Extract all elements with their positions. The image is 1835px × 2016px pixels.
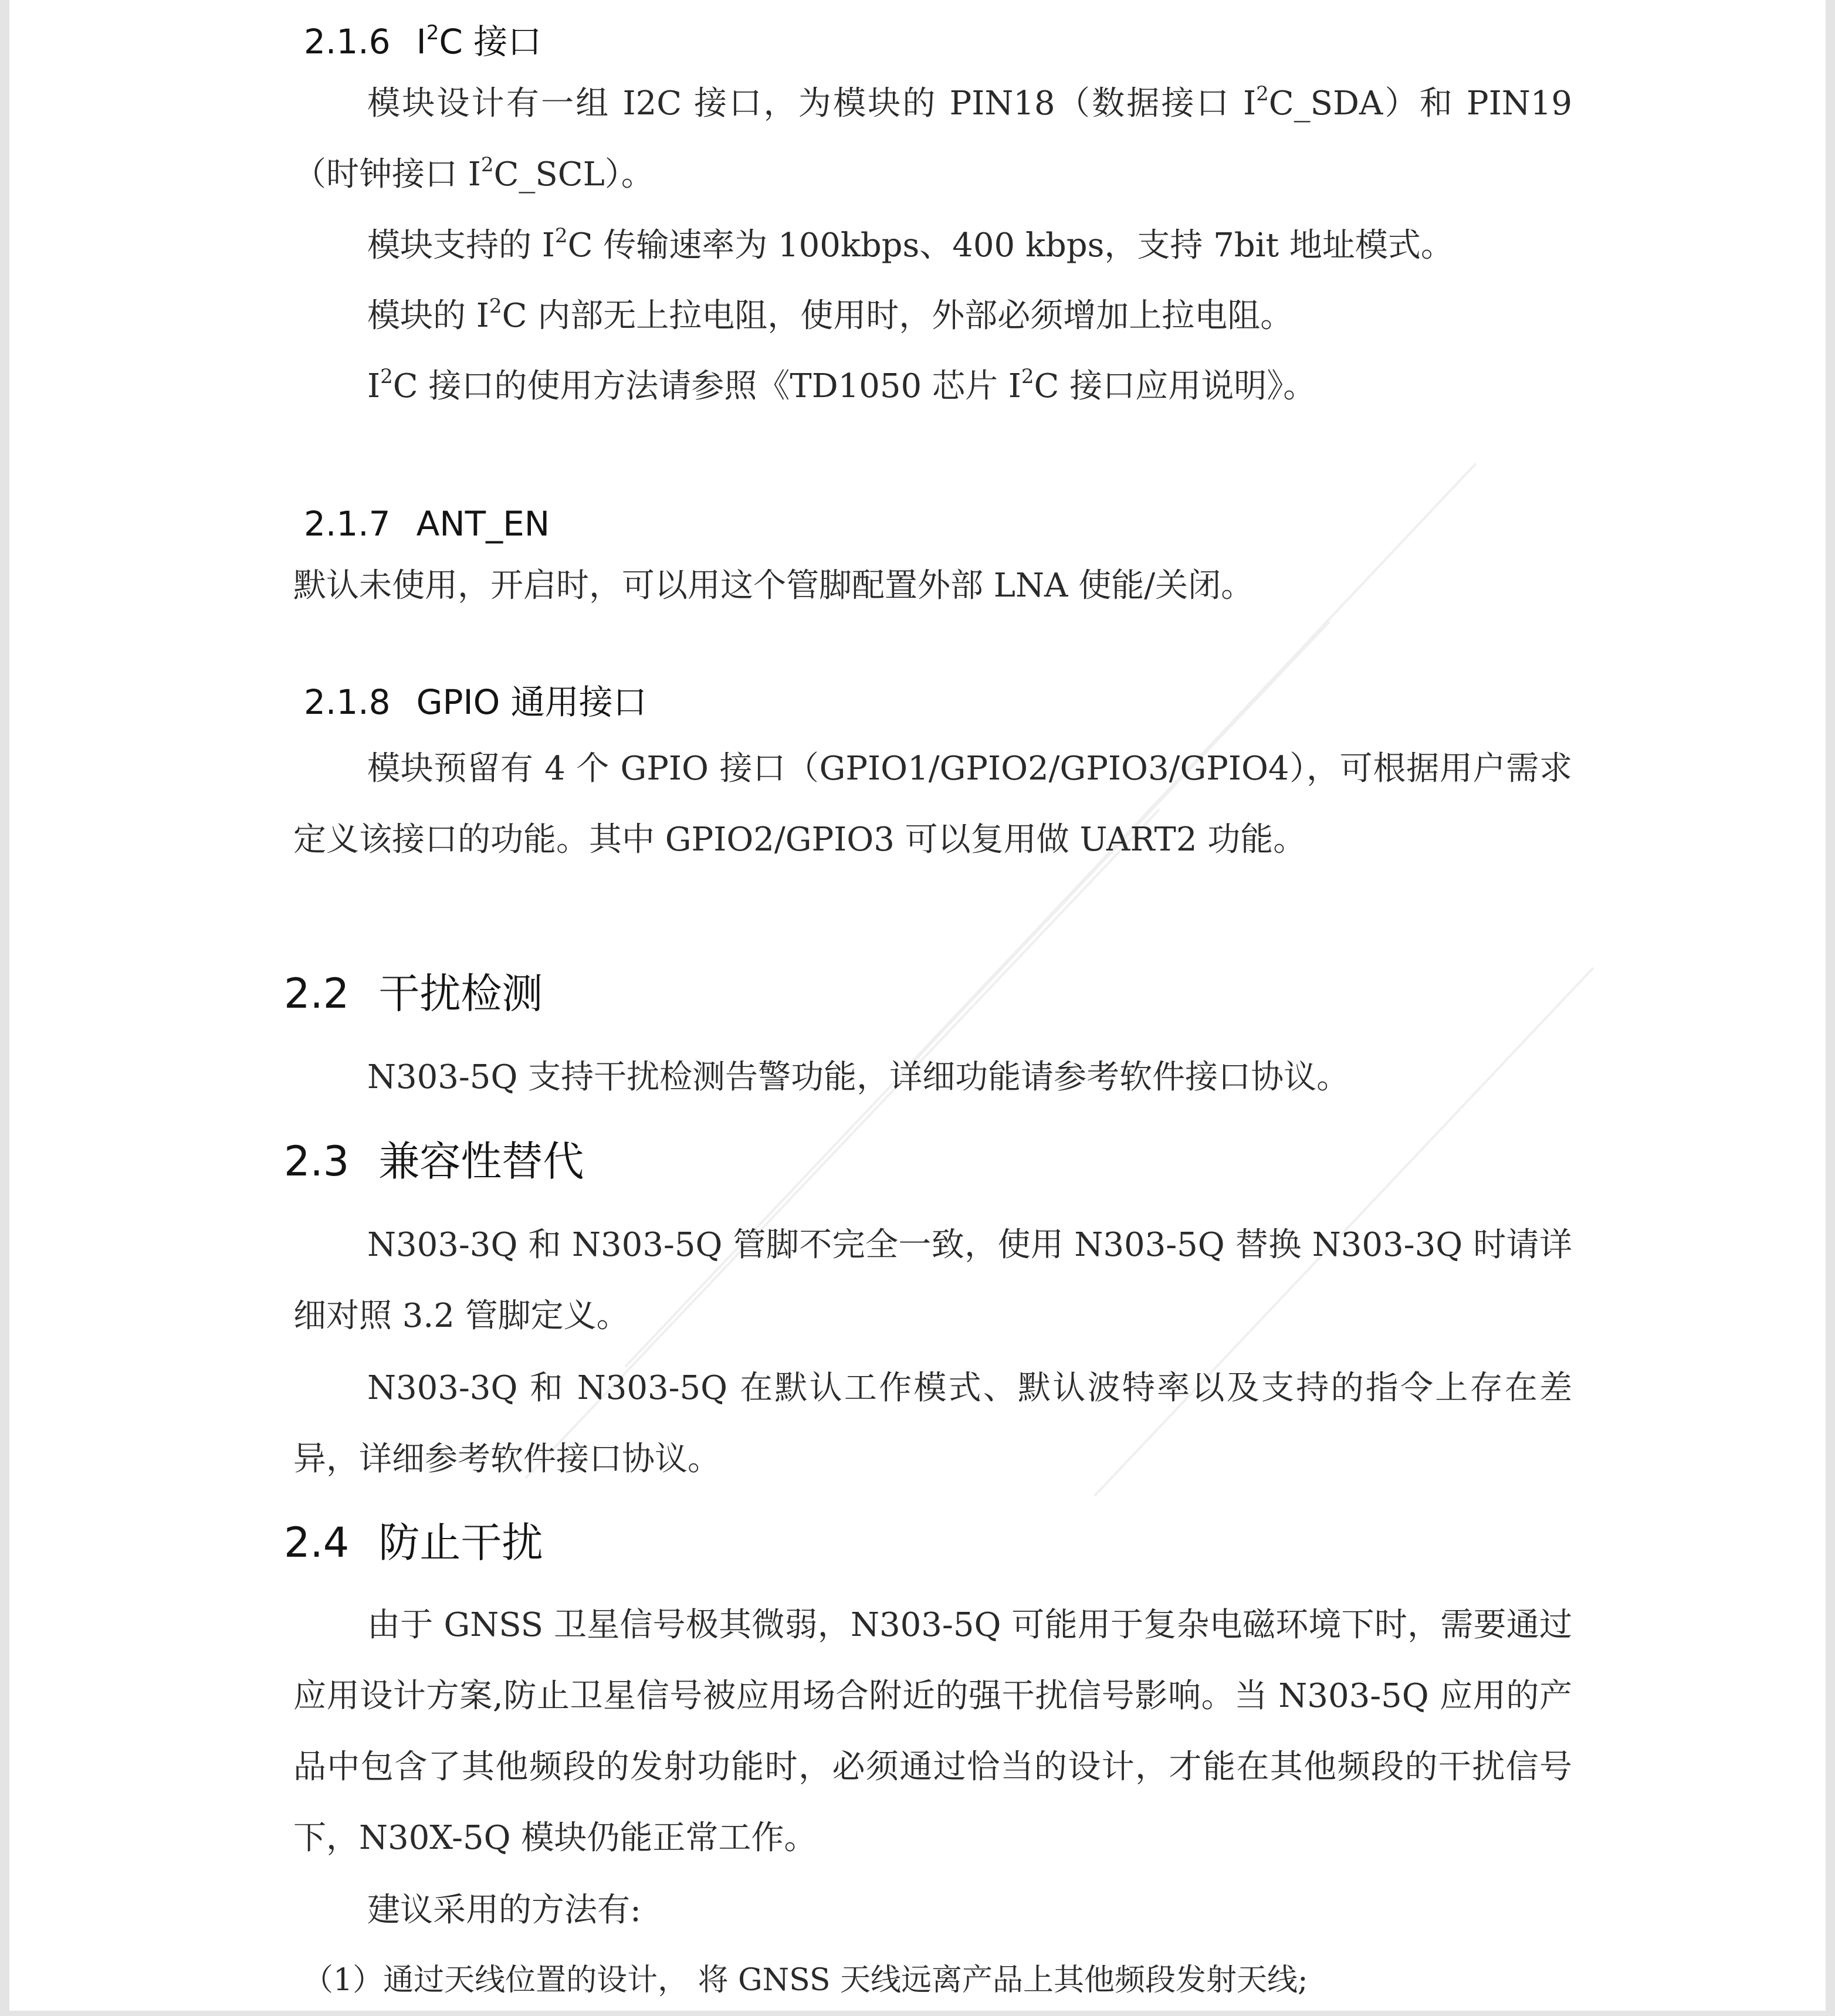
heading-text-part: C 接口	[439, 22, 542, 62]
text-run: I	[367, 367, 381, 405]
paragraph-ant-en	[293, 550, 1572, 621]
text-run: C 内部无上拉电阻，使用时，外部必须增加上拉电阻。	[502, 297, 1294, 335]
heading-text-part: I	[416, 22, 426, 62]
text-run: N303-3Q 和 N303-5Q 管脚不完全一致，使用 N303-5Q 替换 N303-3Q 时请详细对照 3.2 管脚定义。	[293, 1226, 1572, 1335]
heading-text: 干扰检测	[378, 970, 543, 1018]
heading-2-1-7	[304, 503, 550, 544]
paragraph-i2c-pins	[293, 68, 1572, 210]
superscript: 2	[554, 224, 568, 248]
section-number: 2.2	[284, 970, 350, 1018]
text-run: 模块设计有一组 I2C 接口，为模块的 PIN18（数据接口 I	[367, 84, 1257, 123]
text-run: 模块的 I	[367, 297, 489, 335]
paragraph-gpio	[293, 733, 1572, 875]
text-run: C_SCL）。	[493, 155, 654, 194]
heading-2-1-8	[304, 682, 647, 723]
superscript: 2	[480, 153, 494, 177]
paragraph-i2c-pullup	[293, 280, 1572, 351]
text-run: C_SDA）和 PIN19（时钟接口 I	[293, 84, 1572, 194]
text-run: 默认未使用，开启时，可以用这个管脚配置外部 LNA 使能/关闭。	[293, 567, 1254, 605]
heading-text: ANT_EN	[416, 504, 550, 544]
paragraph-i2c-speed	[293, 210, 1572, 281]
section-number: 2.3	[284, 1137, 350, 1185]
paragraph-i2c-reference	[293, 351, 1572, 422]
paragraph-anti-interference	[293, 1590, 1572, 1873]
text-run: 建议采用的方法有:	[367, 1891, 641, 1929]
heading-2-2	[284, 969, 543, 1018]
text-run: C 接口的使用方法请参照《TD1050 芯片 I	[392, 367, 1021, 405]
paragraph-methods-intro	[293, 1875, 1572, 1946]
heading-text: 防止干扰	[378, 1519, 543, 1567]
text-run: N303-5Q 支持干扰检测告警功能，详细功能请参考软件接口协议。	[367, 1058, 1350, 1096]
superscript: 2	[489, 294, 502, 318]
heading-text: GPIO 通用接口	[416, 682, 647, 722]
list-item-1	[303, 1945, 1582, 2016]
text-run: 模块预留有 4 个 GPIO 接口（GPIO1/GPIO2/GPIO3/GPIO4），可根据用户需求定义该接口的功能。其中 GPIO2/GPIO3 可以复用做 UART2 功能。	[293, 750, 1572, 859]
paragraph-interference-detect	[293, 1042, 1572, 1113]
heading-2-1-6	[304, 21, 541, 62]
heading-2-4	[284, 1518, 543, 1567]
text-run: N303-3Q 和 N303-5Q 在默认工作模式、默认波特率以及支持的指令上存在差异，详细参考软件接口协议。	[293, 1369, 1572, 1478]
superscript: 2	[426, 21, 439, 45]
paragraph-compat-modes	[293, 1353, 1572, 1495]
section-number: 2.1.8	[304, 682, 391, 722]
section-number: 2.1.7	[304, 504, 391, 544]
heading-2-3	[284, 1137, 584, 1186]
section-number: 2.1.6	[304, 22, 391, 62]
text-run: 由于 GNSS 卫星信号极其微弱，N303-5Q 可能用于复杂电磁环境下时，需要通过应用设计方案,防止卫星信号被应用场合附近的强干扰信号影响。当 N303-5Q 应用的产品中包含了其他频段的发射功能时，必须通过恰当的设计，才能在其他频段的干扰信号下，N30X-5Q 模块仍能正常工作。	[293, 1606, 1572, 1857]
superscript: 2	[380, 365, 393, 388]
document-body	[9, 0, 1826, 2011]
superscript: 2	[1021, 365, 1034, 388]
superscript: 2	[1256, 82, 1269, 106]
text-run: C 传输速率为 100kbps、400 kbps，支持 7bit 地址模式。	[567, 226, 1454, 265]
text-run: 模块支持的 I	[367, 226, 555, 265]
document-page	[9, 0, 1826, 2011]
paragraph-compat-pins	[293, 1209, 1572, 1351]
text-run: （1）通过天线位置的设计， 将 GNSS 天线远离产品上其他频段发射天线;	[303, 1963, 1308, 1998]
section-number: 2.4	[284, 1519, 350, 1567]
text-run: C 接口应用说明》。	[1034, 367, 1316, 405]
heading-text: 兼容性替代	[378, 1137, 584, 1185]
